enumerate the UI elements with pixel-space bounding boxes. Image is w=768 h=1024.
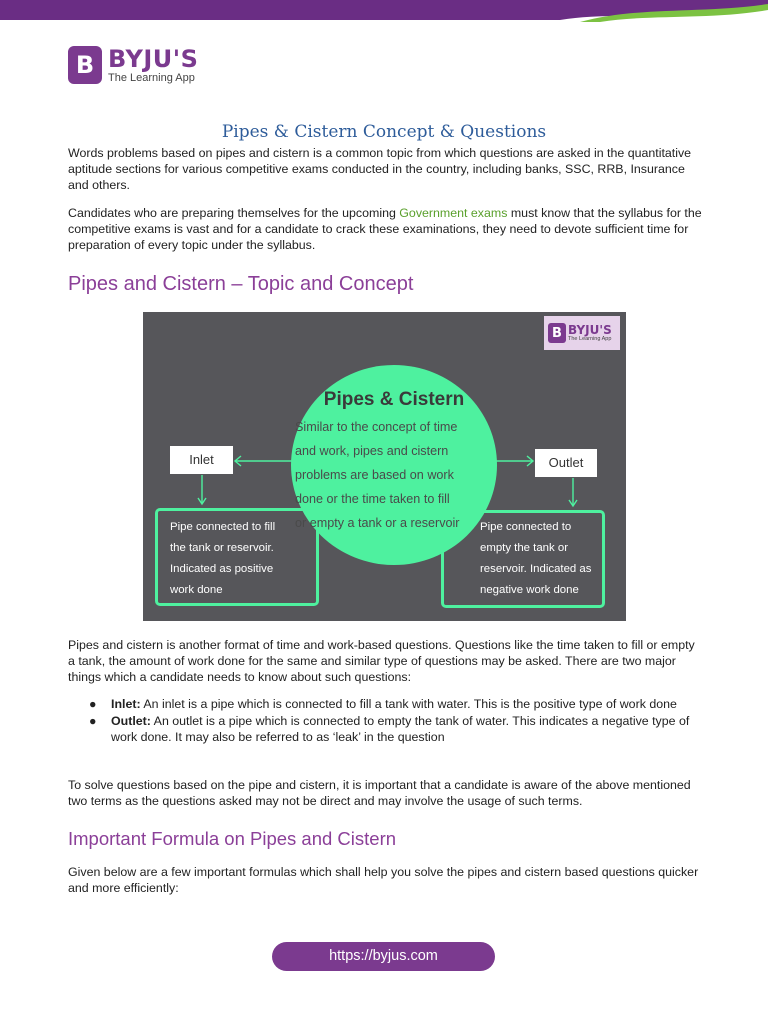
key-terms-list <box>68 696 702 746</box>
circle-line: Similar to the concept of time <box>295 420 458 434</box>
pipes-cistern-infographic <box>143 312 626 621</box>
inlet-label: Inlet <box>170 446 233 474</box>
intro-text-before-link: Candidates who are preparing themselves for the upcoming <box>68 206 400 220</box>
outlet-description-line: reservoir. Indicated as <box>480 563 592 575</box>
infographic-logo-mark: B <box>548 323 566 343</box>
inlet-description-line: Indicated as positive <box>170 563 274 575</box>
inlet-description-line: work done <box>170 584 223 596</box>
body-paragraph-5: Given below are a few important formulas which shall help you solve the pipes and cistern based questions quicker and more efficiently: <box>68 865 699 895</box>
intro-paragraph-1: Words problems based on pipes and cistern is a common topic from which questions are asked in the quantitative aptitude sections for various competitive exams conducted in the country, including banks, SSC, RRB, Insurance and others. <box>68 146 692 192</box>
list-item <box>68 696 702 712</box>
term-definition: An outlet is a pipe which is connected to empty the tank of water. This indicates a negative type of work done. It may also be referred to as ‘leak’ in the question <box>111 714 690 744</box>
logo-name: BYJU'S <box>108 44 199 73</box>
logo-mark: B <box>68 46 102 84</box>
outlet-description-line: negative work done <box>480 584 579 596</box>
outlet-description-line: empty the tank or <box>480 542 569 554</box>
footer-url-link[interactable]: https://byjus.com <box>272 942 495 971</box>
section-heading-topic-concept: Pipes and Cistern – Topic and Concept <box>68 273 414 295</box>
top-decorative-band <box>0 0 768 22</box>
body-paragraph-4: To solve questions based on the pipe and cistern, it is important that a candidate is aware of the above mentioned two terms as the questions asked may not be direct and may involve the usage of such terms. <box>68 778 691 808</box>
term: Inlet: <box>111 697 141 711</box>
inlet-description-line: Pipe connected to fill <box>170 521 276 533</box>
concept-circle <box>291 365 497 565</box>
intro-text-after-link: must know that the syllabus for the competitive exams is vast and for a candidate to crack these examinations, they need to devote sufficient time for preparation of every topic under the syllabus. <box>68 206 702 252</box>
infographic-logo-tagline: The Learning App <box>568 336 612 342</box>
bullet-icon: ● <box>89 714 97 728</box>
infographic-logo-name: BYJU'S <box>568 323 612 337</box>
inlet-description-line: the tank or reservoir. <box>170 542 274 554</box>
circle-line: problems are based on work <box>295 468 454 482</box>
outlet-label: Outlet <box>535 449 597 477</box>
circle-description <box>295 415 497 535</box>
document-title: Pipes & Cistern Concept & Questions <box>221 122 547 142</box>
circle-title: Pipes & Cistern <box>323 389 465 410</box>
byjus-logo[interactable] <box>68 46 198 84</box>
term-definition: An inlet is a pipe which is connected to fill a tank with water. This is the positive type of work done <box>140 697 677 711</box>
circle-line: done or the time taken to fill <box>295 492 450 506</box>
body-paragraph-3: Pipes and cistern is another format of time and work-based questions. Questions like the time taken to fill or empty a tank, the amount of work done for the same and similar type of questions may be asked. There are two major things which a candidate needs to know about such questions: <box>68 638 695 684</box>
logo-tagline: The Learning App <box>108 71 195 84</box>
section-heading-formula: Important Formula on Pipes and Cistern <box>68 828 397 849</box>
circle-line: or empty a tank or a reservoir <box>295 516 460 530</box>
term: Outlet: <box>111 714 151 728</box>
outlet-description-line: Pipe connected to <box>480 521 572 533</box>
government-exams-link[interactable]: Government exams <box>399 206 508 220</box>
intro-paragraph-2 <box>68 205 702 253</box>
list-item <box>68 713 702 745</box>
bullet-icon: ● <box>89 697 97 711</box>
circle-line: and work, pipes and cistern <box>295 444 449 458</box>
